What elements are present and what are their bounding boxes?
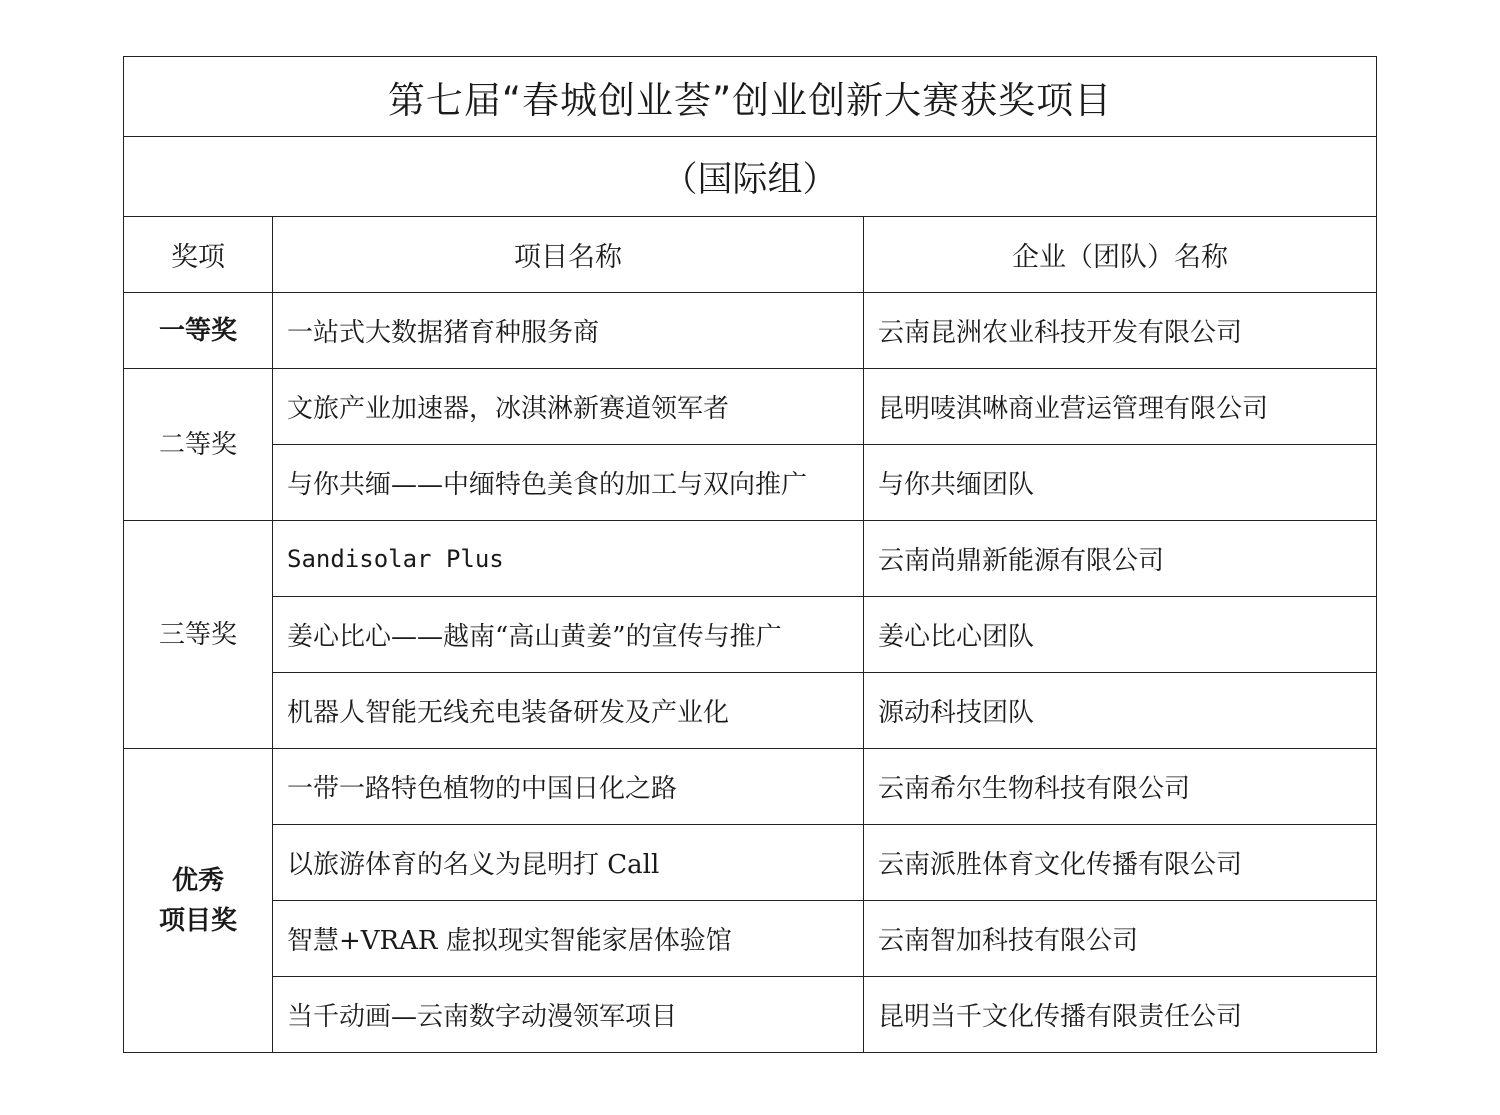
table-row bbox=[124, 369, 1377, 445]
project-name: 以旅游体育的名义为昆明打 Call bbox=[273, 825, 864, 901]
project-name: 文旅产业加速器，冰淇淋新赛道领军者 bbox=[273, 369, 864, 445]
project-name: 当千动画—云南数字动漫领军项目 bbox=[273, 977, 864, 1053]
title-row bbox=[124, 57, 1377, 137]
table-row bbox=[124, 901, 1377, 977]
page-title: 第七届“春城创业荟”创业创新大赛获奖项目 bbox=[124, 57, 1377, 137]
project-name: 机器人智能无线充电装备研发及产业化 bbox=[273, 673, 864, 749]
table-row bbox=[124, 749, 1377, 825]
table-row bbox=[124, 673, 1377, 749]
company-name: 昆明唛淇啉商业营运管理有限公司 bbox=[864, 369, 1377, 445]
company-name: 源动科技团队 bbox=[864, 673, 1377, 749]
company-name: 云南昆洲农业科技开发有限公司 bbox=[864, 293, 1377, 369]
table-row bbox=[124, 445, 1377, 521]
company-name: 姜心比心团队 bbox=[864, 597, 1377, 673]
award-second: 二等奖 bbox=[124, 369, 273, 521]
header-award: 奖项 bbox=[124, 217, 273, 293]
award-excellent-line1: 优秀 bbox=[171, 865, 224, 896]
company-name: 云南尚鼎新能源有限公司 bbox=[864, 521, 1377, 597]
header-company: 企业（团队）名称 bbox=[864, 217, 1377, 293]
company-name: 云南派胜体育文化传播有限公司 bbox=[864, 825, 1377, 901]
award-third: 三等奖 bbox=[124, 521, 273, 749]
project-name: Sandisolar Plus bbox=[273, 521, 864, 597]
header-project: 项目名称 bbox=[273, 217, 864, 293]
awards-table bbox=[123, 56, 1377, 1053]
header-row bbox=[124, 217, 1377, 293]
project-name: 一带一路特色植物的中国日化之路 bbox=[273, 749, 864, 825]
project-name: 与你共缅——中缅特色美食的加工与双向推广 bbox=[273, 445, 864, 521]
table-row bbox=[124, 825, 1377, 901]
table-row bbox=[124, 977, 1377, 1053]
company-name: 云南希尔生物科技有限公司 bbox=[864, 749, 1377, 825]
company-name: 与你共缅团队 bbox=[864, 445, 1377, 521]
table-row bbox=[124, 521, 1377, 597]
project-name: 智慧+VRAR 虚拟现实智能家居体验馆 bbox=[273, 901, 864, 977]
table-row bbox=[124, 293, 1377, 369]
subtitle-row bbox=[124, 137, 1377, 217]
company-name: 昆明当千文化传播有限责任公司 bbox=[864, 977, 1377, 1053]
table-row bbox=[124, 597, 1377, 673]
award-excellent bbox=[124, 749, 273, 1053]
project-name: 一站式大数据猪育种服务商 bbox=[273, 293, 864, 369]
company-name: 云南智加科技有限公司 bbox=[864, 901, 1377, 977]
page-subtitle: （国际组） bbox=[124, 137, 1377, 217]
award-excellent-line2: 项目奖 bbox=[158, 905, 237, 936]
project-name: 姜心比心——越南“高山黄姜”的宣传与推广 bbox=[273, 597, 864, 673]
award-first: 一等奖 bbox=[124, 293, 273, 369]
